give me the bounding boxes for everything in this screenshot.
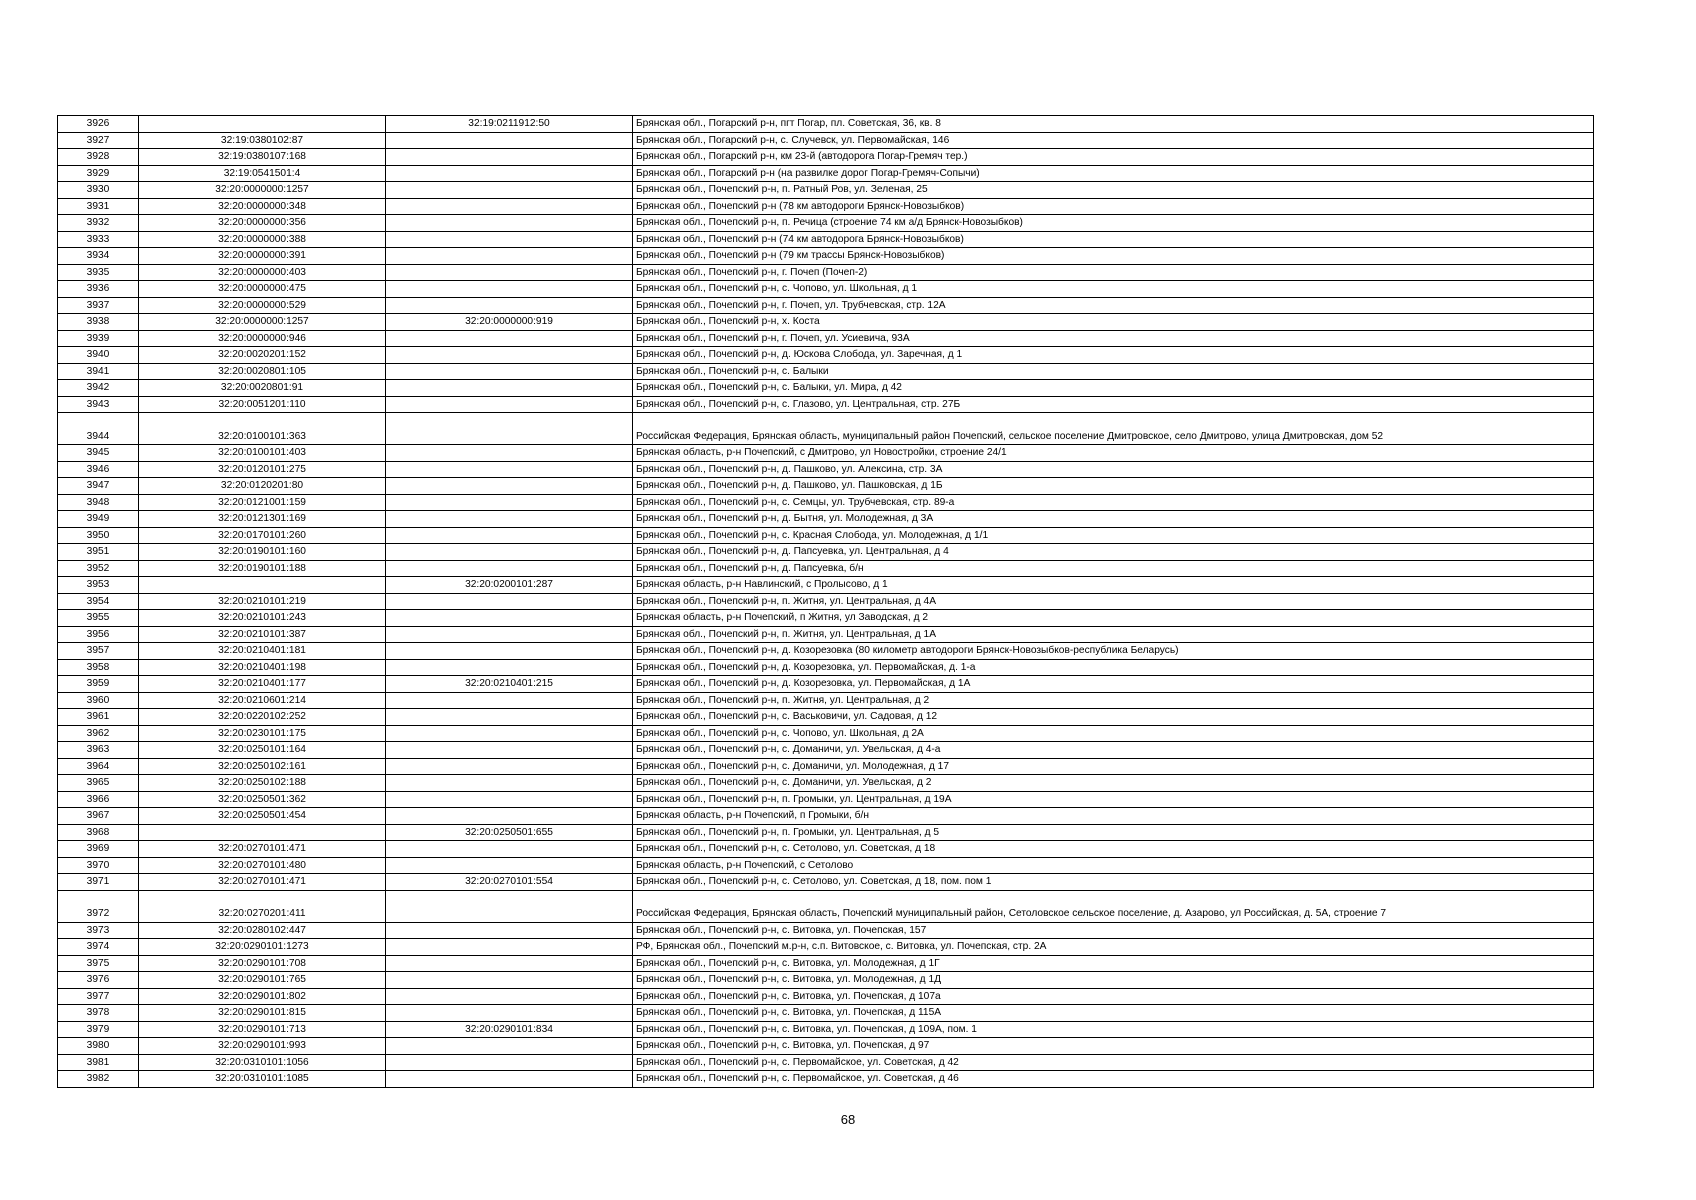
row-number-cell: 3968: [58, 824, 139, 841]
table-row: [58, 808, 1594, 825]
cadastral-number-cell: 32:20:0250102:161: [139, 758, 386, 775]
table-row: [58, 264, 1594, 281]
cadastral-number-cell: 32:20:0290101:1273: [139, 939, 386, 956]
cadastral-number-cell: [139, 824, 386, 841]
address-cell: Брянская обл., Почепский р-н, д. Козорезовка, ул. Первомайская, д 1А: [633, 676, 1594, 693]
secondary-cadastral-number-cell: 32:20:0000000:919: [386, 314, 633, 331]
secondary-cadastral-number-cell: [386, 742, 633, 759]
address-cell: Брянская обл., Почепский р-н, п. Громыки, ул. Центральная, д 19А: [633, 791, 1594, 808]
secondary-cadastral-number-cell: [386, 478, 633, 495]
table-row: [58, 626, 1594, 643]
address-cell: Брянская обл., Почепский р-н, д. Козорезовка, ул. Первомайская, д. 1-а: [633, 659, 1594, 676]
cadastral-number-cell: 32:20:0000000:1257: [139, 314, 386, 331]
table-row: [58, 610, 1594, 627]
table-row: [58, 116, 1594, 133]
row-number-cell: 3964: [58, 758, 139, 775]
row-number-cell: 3950: [58, 527, 139, 544]
table-row: [58, 413, 1594, 445]
table-row: [58, 890, 1594, 922]
row-number-cell: 3944: [58, 413, 139, 445]
address-cell: Брянская обл., Почепский р-н, д. Папсуевка, ул. Центральная, д 4: [633, 544, 1594, 561]
table-row: [58, 972, 1594, 989]
row-number-cell: 3931: [58, 198, 139, 215]
cadastral-number-cell: 32:20:0210601:214: [139, 692, 386, 709]
cadastral-number-cell: 32:20:0290101:713: [139, 1021, 386, 1038]
cadastral-number-cell: 32:20:0250501:362: [139, 791, 386, 808]
row-number-cell: 3975: [58, 955, 139, 972]
row-number-cell: 3981: [58, 1054, 139, 1071]
row-number-cell: 3982: [58, 1071, 139, 1088]
cadastral-number-cell: 32:20:0280102:447: [139, 922, 386, 939]
table-row: [58, 1005, 1594, 1022]
table-row: [58, 330, 1594, 347]
cadastral-number-cell: 32:20:0210101:243: [139, 610, 386, 627]
row-number-cell: 3974: [58, 939, 139, 956]
row-number-cell: 3961: [58, 709, 139, 726]
table-body: [58, 116, 1594, 1088]
row-number-cell: 3979: [58, 1021, 139, 1038]
address-cell: Брянская обл., Почепский р-н, д. Папсуевка, б/н: [633, 560, 1594, 577]
address-cell: Брянская область, р-н Почепский, п Громыки, б/н: [633, 808, 1594, 825]
table-row: [58, 1071, 1594, 1088]
cadastral-number-cell: 32:20:0210401:181: [139, 643, 386, 660]
address-cell: РФ, Брянская обл., Почепский м.р-н, с.п. Витовское, с. Витовка, ул. Почепская, стр. 2А: [633, 939, 1594, 956]
table-row: [58, 215, 1594, 232]
table-row: [58, 231, 1594, 248]
cadastral-number-cell: 32:20:0190101:188: [139, 560, 386, 577]
address-cell: Брянская обл., Погарский р-н, км 23-й (автодорога Погар-Гремяч тер.): [633, 149, 1594, 166]
secondary-cadastral-number-cell: [386, 544, 633, 561]
secondary-cadastral-number-cell: [386, 1054, 633, 1071]
cadastral-number-cell: 32:20:0000000:403: [139, 264, 386, 281]
cadastral-number-cell: 32:20:0000000:356: [139, 215, 386, 232]
row-number-cell: 3963: [58, 742, 139, 759]
cadastral-number-cell: 32:20:0270101:480: [139, 857, 386, 874]
row-number-cell: 3967: [58, 808, 139, 825]
row-number-cell: 3978: [58, 1005, 139, 1022]
secondary-cadastral-number-cell: 32:20:0270101:554: [386, 874, 633, 891]
table-row: [58, 494, 1594, 511]
secondary-cadastral-number-cell: [386, 165, 633, 182]
address-cell: Брянская обл., Почепский р-н, с. Витовка, ул. Почепская, д 109А, пом. 1: [633, 1021, 1594, 1038]
address-cell: Брянская обл., Почепский р-н (79 км трассы Брянск-Новозыбков): [633, 248, 1594, 265]
table-row: [58, 248, 1594, 265]
table-row: [58, 198, 1594, 215]
row-number-cell: 3951: [58, 544, 139, 561]
table-row: [58, 676, 1594, 693]
table-row: [58, 742, 1594, 759]
row-number-cell: 3954: [58, 593, 139, 610]
secondary-cadastral-number-cell: [386, 890, 633, 922]
cadastral-number-cell: 32:20:0250102:188: [139, 775, 386, 792]
table-row: [58, 281, 1594, 298]
secondary-cadastral-number-cell: [386, 494, 633, 511]
address-cell: Брянская обл., Почепский р-н, п. Житня, ул. Центральная, д 2: [633, 692, 1594, 709]
address-cell: Брянская обл., Почепский р-н (78 км автодороги Брянск-Новозыбков): [633, 198, 1594, 215]
address-cell: Брянская обл., Почепский р-н, г. Почеп, ул. Трубчевская, стр. 12А: [633, 297, 1594, 314]
cadastral-number-cell: 32:20:0290101:815: [139, 1005, 386, 1022]
row-number-cell: 3962: [58, 725, 139, 742]
secondary-cadastral-number-cell: [386, 610, 633, 627]
address-cell: Брянская область, р-н Почепский, п Житня, ул Заводская, д 2: [633, 610, 1594, 627]
cadastral-number-cell: 32:20:0000000:529: [139, 297, 386, 314]
row-number-cell: 3929: [58, 165, 139, 182]
table-row: [58, 692, 1594, 709]
table-row: [58, 824, 1594, 841]
row-number-cell: 3936: [58, 281, 139, 298]
secondary-cadastral-number-cell: [386, 808, 633, 825]
cadastral-number-cell: 32:20:0000000:348: [139, 198, 386, 215]
address-cell: Брянская обл., Почепский р-н, д. Юскова Слобода, ул. Заречная, д 1: [633, 347, 1594, 364]
secondary-cadastral-number-cell: [386, 182, 633, 199]
address-cell: Брянская обл., Почепский р-н, с. Доманичи, ул. Молодежная, д 17: [633, 758, 1594, 775]
row-number-cell: 3972: [58, 890, 139, 922]
row-number-cell: 3976: [58, 972, 139, 989]
address-cell: Брянская обл., Почепский р-н, с. Доманичи, ул. Увельская, д 2: [633, 775, 1594, 792]
secondary-cadastral-number-cell: [386, 922, 633, 939]
secondary-cadastral-number-cell: [386, 215, 633, 232]
secondary-cadastral-number-cell: [386, 988, 633, 1005]
address-cell: Брянская обл., Почепский р-н, п. Житня, ул. Центральная, д 4А: [633, 593, 1594, 610]
cadastral-number-cell: 32:20:0121301:169: [139, 511, 386, 528]
table-row: [58, 165, 1594, 182]
secondary-cadastral-number-cell: [386, 939, 633, 956]
secondary-cadastral-number-cell: [386, 198, 633, 215]
secondary-cadastral-number-cell: [386, 527, 633, 544]
secondary-cadastral-number-cell: [386, 791, 633, 808]
address-cell: Российская Федерация, Брянская область, муниципальный район Почепский, сельское поселение Дмитровское, село Дмитрово, улица Дмитровская, дом 52: [633, 413, 1594, 445]
secondary-cadastral-number-cell: 32:20:0210401:215: [386, 676, 633, 693]
address-cell: Брянская область, р-н Навлинский, с Пролысово, д 1: [633, 577, 1594, 594]
table-row: [58, 659, 1594, 676]
table-row: [58, 1054, 1594, 1071]
address-cell: Брянская обл., Почепский р-н, с. Чопово, ул. Школьная, д 1: [633, 281, 1594, 298]
row-number-cell: 3934: [58, 248, 139, 265]
secondary-cadastral-number-cell: [386, 330, 633, 347]
cadastral-number-cell: 32:20:0120101:275: [139, 461, 386, 478]
table-row: [58, 182, 1594, 199]
table-row: [58, 445, 1594, 462]
secondary-cadastral-number-cell: [386, 231, 633, 248]
secondary-cadastral-number-cell: [386, 445, 633, 462]
address-cell: Брянская обл., Почепский р-н, с. Балыки, ул. Мира, д 42: [633, 380, 1594, 397]
address-cell: Брянская обл., Погарский р-н, с. Случевск, ул. Первомайская, 146: [633, 132, 1594, 149]
secondary-cadastral-number-cell: [386, 972, 633, 989]
row-number-cell: 3971: [58, 874, 139, 891]
secondary-cadastral-number-cell: 32:19:0211912:50: [386, 116, 633, 133]
row-number-cell: 3956: [58, 626, 139, 643]
cadastral-number-cell: 32:20:0220102:252: [139, 709, 386, 726]
table-row: [58, 560, 1594, 577]
cadastral-number-cell: [139, 116, 386, 133]
address-cell: Брянская обл., Почепский р-н, с. Глазово, ул. Центральная, стр. 27Б: [633, 396, 1594, 413]
row-number-cell: 3960: [58, 692, 139, 709]
cadastral-number-cell: 32:19:0380102:87: [139, 132, 386, 149]
secondary-cadastral-number-cell: [386, 347, 633, 364]
address-cell: Брянская обл., Почепский р-н, с. Балыки: [633, 363, 1594, 380]
address-cell: Брянская обл., Почепский р-н, с. Витовка, ул. Молодежная, д 1Д: [633, 972, 1594, 989]
address-cell: Брянская область, р-н Почепский, с Сетолово: [633, 857, 1594, 874]
secondary-cadastral-number-cell: [386, 396, 633, 413]
row-number-cell: 3949: [58, 511, 139, 528]
row-number-cell: 3926: [58, 116, 139, 133]
secondary-cadastral-number-cell: [386, 659, 633, 676]
table-row: [58, 527, 1594, 544]
secondary-cadastral-number-cell: [386, 857, 633, 874]
row-number-cell: 3933: [58, 231, 139, 248]
secondary-cadastral-number-cell: [386, 461, 633, 478]
cadastral-number-cell: 32:20:0000000:946: [139, 330, 386, 347]
secondary-cadastral-number-cell: 32:20:0250501:655: [386, 824, 633, 841]
row-number-cell: 3970: [58, 857, 139, 874]
row-number-cell: 3942: [58, 380, 139, 397]
table-row: [58, 511, 1594, 528]
address-cell: Брянская обл., Почепский р-н, с. Витовка, ул. Почепская, д 107а: [633, 988, 1594, 1005]
address-cell: Брянская обл., Почепский р-н, с. Васьковичи, ул. Садовая, д 12: [633, 709, 1594, 726]
row-number-cell: 3966: [58, 791, 139, 808]
cadastral-number-cell: 32:20:0210401:177: [139, 676, 386, 693]
secondary-cadastral-number-cell: [386, 380, 633, 397]
row-number-cell: 3941: [58, 363, 139, 380]
address-cell: Брянская обл., Погарский р-н, пгт Погар, пл. Советская, 36, кв. 8: [633, 116, 1594, 133]
secondary-cadastral-number-cell: [386, 692, 633, 709]
secondary-cadastral-number-cell: [386, 511, 633, 528]
table-row: [58, 314, 1594, 331]
table-row: [58, 874, 1594, 891]
cadastral-number-cell: 32:20:0250501:454: [139, 808, 386, 825]
table-row: [58, 939, 1594, 956]
table-row: [58, 297, 1594, 314]
row-number-cell: 3928: [58, 149, 139, 166]
address-cell: Брянская обл., Почепский р-н, с. Доманичи, ул. Увельская, д 4-а: [633, 742, 1594, 759]
secondary-cadastral-number-cell: [386, 1038, 633, 1055]
address-cell: Брянская обл., Почепский р-н, с. Витовка, ул. Молодежная, д 1Г: [633, 955, 1594, 972]
cadastral-number-cell: 32:20:0230101:175: [139, 725, 386, 742]
secondary-cadastral-number-cell: [386, 593, 633, 610]
address-cell: Брянская обл., Почепский р-н, п. Ратный Ров, ул. Зеленая, 25: [633, 182, 1594, 199]
secondary-cadastral-number-cell: [386, 264, 633, 281]
address-cell: Брянская обл., Почепский р-н, с. Витовка, ул. Почепская, 157: [633, 922, 1594, 939]
address-cell: Брянская обл., Почепский р-н, д. Козорезовка (80 километр автодороги Брянск-Новозыбков-республика Беларусь): [633, 643, 1594, 660]
cadastral-number-cell: [139, 577, 386, 594]
row-number-cell: 3935: [58, 264, 139, 281]
table-row: [58, 1021, 1594, 1038]
table-row: [58, 709, 1594, 726]
cadastral-number-cell: 32:20:0000000:475: [139, 281, 386, 298]
address-cell: Брянская обл., Почепский р-н, с. Чопово, ул. Школьная, д 2А: [633, 725, 1594, 742]
address-cell: Брянская обл., Почепский р-н, г. Почеп, ул. Усиевича, 93А: [633, 330, 1594, 347]
address-cell: Брянская обл., Почепский р-н, п. Житня, ул. Центральная, д 1А: [633, 626, 1594, 643]
row-number-cell: 3938: [58, 314, 139, 331]
address-cell: Брянская обл., Почепский р-н, с. Красная Слобода, ул. Молодежная, д 1/1: [633, 527, 1594, 544]
cadastral-number-cell: 32:20:0051201:110: [139, 396, 386, 413]
cadastral-number-cell: 32:20:0270101:471: [139, 874, 386, 891]
cadastral-number-cell: 32:20:0000000:1257: [139, 182, 386, 199]
table-row: [58, 478, 1594, 495]
secondary-cadastral-number-cell: [386, 132, 633, 149]
address-cell: Брянская обл., Почепский р-н, п. Громыки, ул. Центральная, д 5: [633, 824, 1594, 841]
cadastral-number-cell: 32:20:0100101:363: [139, 413, 386, 445]
row-number-cell: 3977: [58, 988, 139, 1005]
row-number-cell: 3930: [58, 182, 139, 199]
row-number-cell: 3959: [58, 676, 139, 693]
table-row: [58, 1038, 1594, 1055]
table-row: [58, 577, 1594, 594]
secondary-cadastral-number-cell: [386, 1005, 633, 1022]
table-row: [58, 363, 1594, 380]
table-row: [58, 775, 1594, 792]
cadastral-number-cell: 32:20:0270201:411: [139, 890, 386, 922]
row-number-cell: 3952: [58, 560, 139, 577]
cadastral-number-cell: 32:20:0290101:802: [139, 988, 386, 1005]
address-cell: Брянская обл., Почепский р-н, с. Витовка, ул. Почепская, д 115А: [633, 1005, 1594, 1022]
table-row: [58, 149, 1594, 166]
cadastral-number-cell: 32:20:0290101:765: [139, 972, 386, 989]
address-cell: Брянская обл., Погарский р-н (на развилке дорог Погар-Гремяч-Сопычи): [633, 165, 1594, 182]
secondary-cadastral-number-cell: [386, 725, 633, 742]
secondary-cadastral-number-cell: 32:20:0200101:287: [386, 577, 633, 594]
cadastral-number-cell: 32:20:0120201:80: [139, 478, 386, 495]
cadastral-number-cell: 32:20:0290101:708: [139, 955, 386, 972]
cadastral-number-cell: 32:20:0210401:198: [139, 659, 386, 676]
secondary-cadastral-number-cell: 32:20:0290101:834: [386, 1021, 633, 1038]
secondary-cadastral-number-cell: [386, 413, 633, 445]
secondary-cadastral-number-cell: [386, 758, 633, 775]
secondary-cadastral-number-cell: [386, 297, 633, 314]
table-row: [58, 841, 1594, 858]
cadastral-number-cell: 32:20:0310101:1056: [139, 1054, 386, 1071]
cadastral-number-cell: 32:20:0020801:105: [139, 363, 386, 380]
table-row: [58, 955, 1594, 972]
row-number-cell: 3946: [58, 461, 139, 478]
cadastral-number-cell: 32:19:0380107:168: [139, 149, 386, 166]
address-cell: Брянская область, р-н Почепский, с Дмитрово, ул Новостройки, строение 24/1: [633, 445, 1594, 462]
cadastral-number-cell: 32:20:0000000:391: [139, 248, 386, 265]
address-cell: Брянская обл., Почепский р-н, с. Сетолово, ул. Советская, д 18: [633, 841, 1594, 858]
cadastral-number-cell: 32:20:0250101:164: [139, 742, 386, 759]
table-row: [58, 922, 1594, 939]
table-row: [58, 380, 1594, 397]
secondary-cadastral-number-cell: [386, 363, 633, 380]
cadastral-number-cell: 32:20:0190101:160: [139, 544, 386, 561]
address-cell: Брянская обл., Почепский р-н, с. Витовка, ул. Почепская, д 97: [633, 1038, 1594, 1055]
row-number-cell: 3957: [58, 643, 139, 660]
address-cell: Брянская обл., Почепский р-н, д. Пашково, ул. Пашковская, д 1Б: [633, 478, 1594, 495]
table-row: [58, 857, 1594, 874]
address-cell: Брянская обл., Почепский р-н, п. Речица (строение 74 км а/д Брянск-Новозыбков): [633, 215, 1594, 232]
secondary-cadastral-number-cell: [386, 248, 633, 265]
row-number-cell: 3980: [58, 1038, 139, 1055]
row-number-cell: 3932: [58, 215, 139, 232]
table-row: [58, 461, 1594, 478]
table-row: [58, 593, 1594, 610]
row-number-cell: 3953: [58, 577, 139, 594]
cadastral-number-cell: 32:20:0210101:219: [139, 593, 386, 610]
address-cell: Брянская обл., Почепский р-н, д. Пашково, ул. Алексина, стр. 3А: [633, 461, 1594, 478]
table-row: [58, 758, 1594, 775]
table-row: [58, 988, 1594, 1005]
row-number-cell: 3955: [58, 610, 139, 627]
row-number-cell: 3945: [58, 445, 139, 462]
cadastral-number-cell: 32:20:0270101:471: [139, 841, 386, 858]
table-row: [58, 396, 1594, 413]
table-row: [58, 643, 1594, 660]
property-table: [57, 115, 1594, 1088]
address-cell: Брянская обл., Почепский р-н, с. Сетолово, ул. Советская, д 18, пом. пом 1: [633, 874, 1594, 891]
secondary-cadastral-number-cell: [386, 149, 633, 166]
address-cell: Российская Федерация, Брянская область, Почепский муниципальный район, Сетоловское сельское поселение, д. Азарово, ул Российская, д. 5А, строение 7: [633, 890, 1594, 922]
address-cell: Брянская обл., Почепский р-н (74 км автодорога Брянск-Новозыбков): [633, 231, 1594, 248]
page-number: 68: [840, 1112, 856, 1127]
table-row: [58, 791, 1594, 808]
cadastral-number-cell: 32:20:0121001:159: [139, 494, 386, 511]
cadastral-number-cell: 32:20:0170101:260: [139, 527, 386, 544]
secondary-cadastral-number-cell: [386, 560, 633, 577]
secondary-cadastral-number-cell: [386, 841, 633, 858]
row-number-cell: 3939: [58, 330, 139, 347]
secondary-cadastral-number-cell: [386, 281, 633, 298]
row-number-cell: 3943: [58, 396, 139, 413]
address-cell: Брянская обл., Почепский р-н, с. Первомайское, ул. Советская, д 42: [633, 1054, 1594, 1071]
cadastral-number-cell: 32:20:0020801:91: [139, 380, 386, 397]
secondary-cadastral-number-cell: [386, 626, 633, 643]
row-number-cell: 3965: [58, 775, 139, 792]
row-number-cell: 3973: [58, 922, 139, 939]
cadastral-number-cell: 32:20:0310101:1085: [139, 1071, 386, 1088]
address-cell: Брянская обл., Почепский р-н, с. Первомайское, ул. Советская, д 46: [633, 1071, 1594, 1088]
cadastral-number-cell: 32:20:0210101:387: [139, 626, 386, 643]
secondary-cadastral-number-cell: [386, 1071, 633, 1088]
row-number-cell: 3947: [58, 478, 139, 495]
secondary-cadastral-number-cell: [386, 955, 633, 972]
table-row: [58, 132, 1594, 149]
cadastral-number-cell: 32:19:0541501:4: [139, 165, 386, 182]
address-cell: Брянская обл., Почепский р-н, с. Семцы, ул. Трубчевская, стр. 89-а: [633, 494, 1594, 511]
row-number-cell: 3927: [58, 132, 139, 149]
row-number-cell: 3948: [58, 494, 139, 511]
address-cell: Брянская обл., Почепский р-н, х. Коста: [633, 314, 1594, 331]
table-row: [58, 725, 1594, 742]
row-number-cell: 3937: [58, 297, 139, 314]
table-row: [58, 347, 1594, 364]
cadastral-number-cell: 32:20:0290101:993: [139, 1038, 386, 1055]
table-row: [58, 544, 1594, 561]
cadastral-number-cell: 32:20:0020201:152: [139, 347, 386, 364]
row-number-cell: 3958: [58, 659, 139, 676]
row-number-cell: 3940: [58, 347, 139, 364]
cadastral-number-cell: 32:20:0100101:403: [139, 445, 386, 462]
address-cell: Брянская обл., Почепский р-н, г. Почеп (Почеп-2): [633, 264, 1594, 281]
cadastral-number-cell: 32:20:0000000:388: [139, 231, 386, 248]
secondary-cadastral-number-cell: [386, 775, 633, 792]
row-number-cell: 3969: [58, 841, 139, 858]
address-cell: Брянская обл., Почепский р-н, д. Бытня, ул. Молодежная, д 3А: [633, 511, 1594, 528]
secondary-cadastral-number-cell: [386, 643, 633, 660]
secondary-cadastral-number-cell: [386, 709, 633, 726]
